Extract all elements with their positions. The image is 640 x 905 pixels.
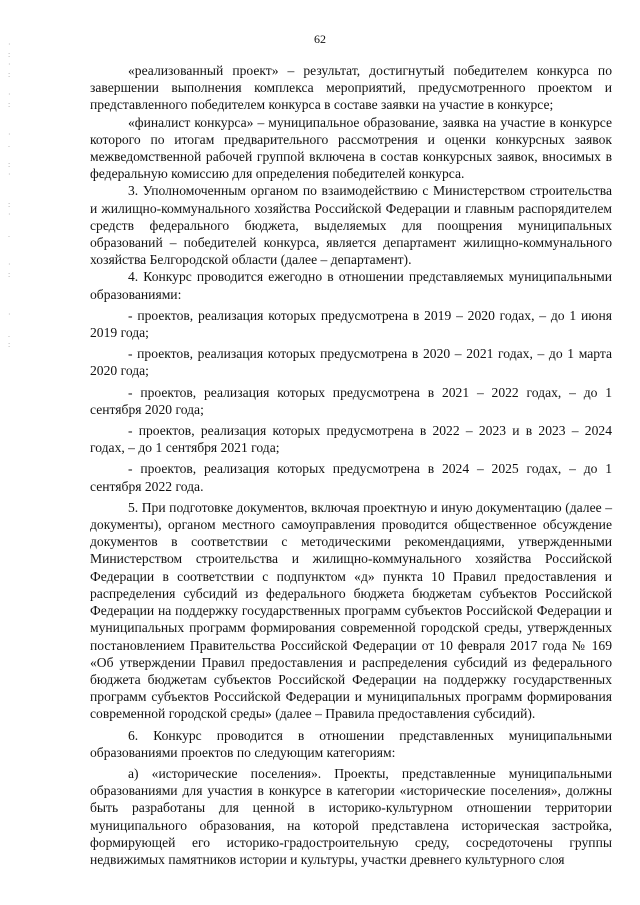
paragraph-4-annual-contest: 4. Конкурс проводится ежегодно в отношении представляемых муниципальными образованиями: <box>90 269 612 302</box>
page-number: 62 <box>314 32 326 46</box>
list-item-2020-2021: - проектов, реализация которых предусмотрена в 2020 – 2021 годах, – до 1 марта 2020 года; <box>90 346 612 379</box>
paragraph-realized-project: «реализованный проект» – результат, достигнутый победителем конкурса по завершении выполнения комплекса мероприятий, предусмотренного проектом и представленного победителем конкурса в составе заявки на участие в конкурсе; <box>90 63 612 113</box>
list-item-2022-2024: - проектов, реализация которых предусмотрена в 2022 – 2023 и в 2023 – 2024 годах, – до 1 сентября 2021 года; <box>90 423 612 456</box>
paragraph-3-authorized-body: 3. Уполномоченным органом по взаимодействию с Министерством строительства и жилищно-коммунального хозяйства Российской Федерации и главным распорядителем средств федерального бюджета, выделяемых для поощрения муниципальных образований – победителей конкурса, является департамент жилищно-коммунального хозяйства Белгородской области (далее – департамент). <box>90 183 612 268</box>
scan-edge-marks: · : · : · : · . : · : · . · : · . : <box>8 40 11 349</box>
paragraph-finalist: «финалист конкурса» – муниципальное образование, заявка на участие в конкурсе которого по итогам предварительного рассмотрения и оценки конкурсных заявок межведомственной рабочей группой включена в состав конкурсных заявок, вносимых в федеральную комиссию для определения победителей конкурса. <box>90 114 612 182</box>
list-item-2019-2020: - проектов, реализация которых предусмотрена в 2019 – 2020 годах, – до 1 июня 2019 года; <box>90 307 612 341</box>
list-item-2024-2025: - проектов, реализация которых предусмотрена в 2024 – 2025 годах, – до 1 сентября 2022 года. <box>90 461 612 494</box>
document-body <box>90 62 612 868</box>
paragraph-6-categories: 6. Конкурс проводится в отношении представленных муниципальными образованиями проектов по следующим категориям: <box>90 727 612 760</box>
list-item-2021-2022: - проектов, реализация которых предусмотрена в 2021 – 2022 годах, – до 1 сентября 2020 года; <box>90 384 612 417</box>
paragraph-5-documents: 5. При подготовке документов, включая проектную и иную документацию (далее – документы), органом местного самоуправления проводится общественное обсуждение документов в соответствии с методическими рекомендациями, утвержденными Министерством строительства и жилищно-коммунального хозяйства Российской Федерации в соответствии с подпунктом «д» пункта 10 Правил предоставления и распределения субсидий из федерального бюджета бюджетам субъектов Российской Федерации на поддержку государственных программ субъектов Российской Федерации и муниципальных программ формирования современной городской среды, утвержденных постановлением Правительства Российской Федерации от 10 февраля 2017 года № 169 «Об утверждении Правил предоставления и распределения субсидий из федерального бюджета бюджетам субъектов Российской Федерации на поддержку государственных программ субъектов Российской Федерации и муниципальных программ формирования современной городской среды» (далее – Правила предоставления субсидий). <box>90 499 612 722</box>
paragraph-6a-historic-settlements: а) «исторические поселения». Проекты, представленные муниципальными образованиями для участия в конкурсе в категории «исторические поселения», должны быть разработаны для ценной в историко-культурном отношении территории муниципального образования, на которой представлена историческая застройка, формирующей его историко-градостроительную среду, сосредоточены группы недвижимых памятников истории и культуры, участки древнего культурного слоя <box>90 765 612 867</box>
